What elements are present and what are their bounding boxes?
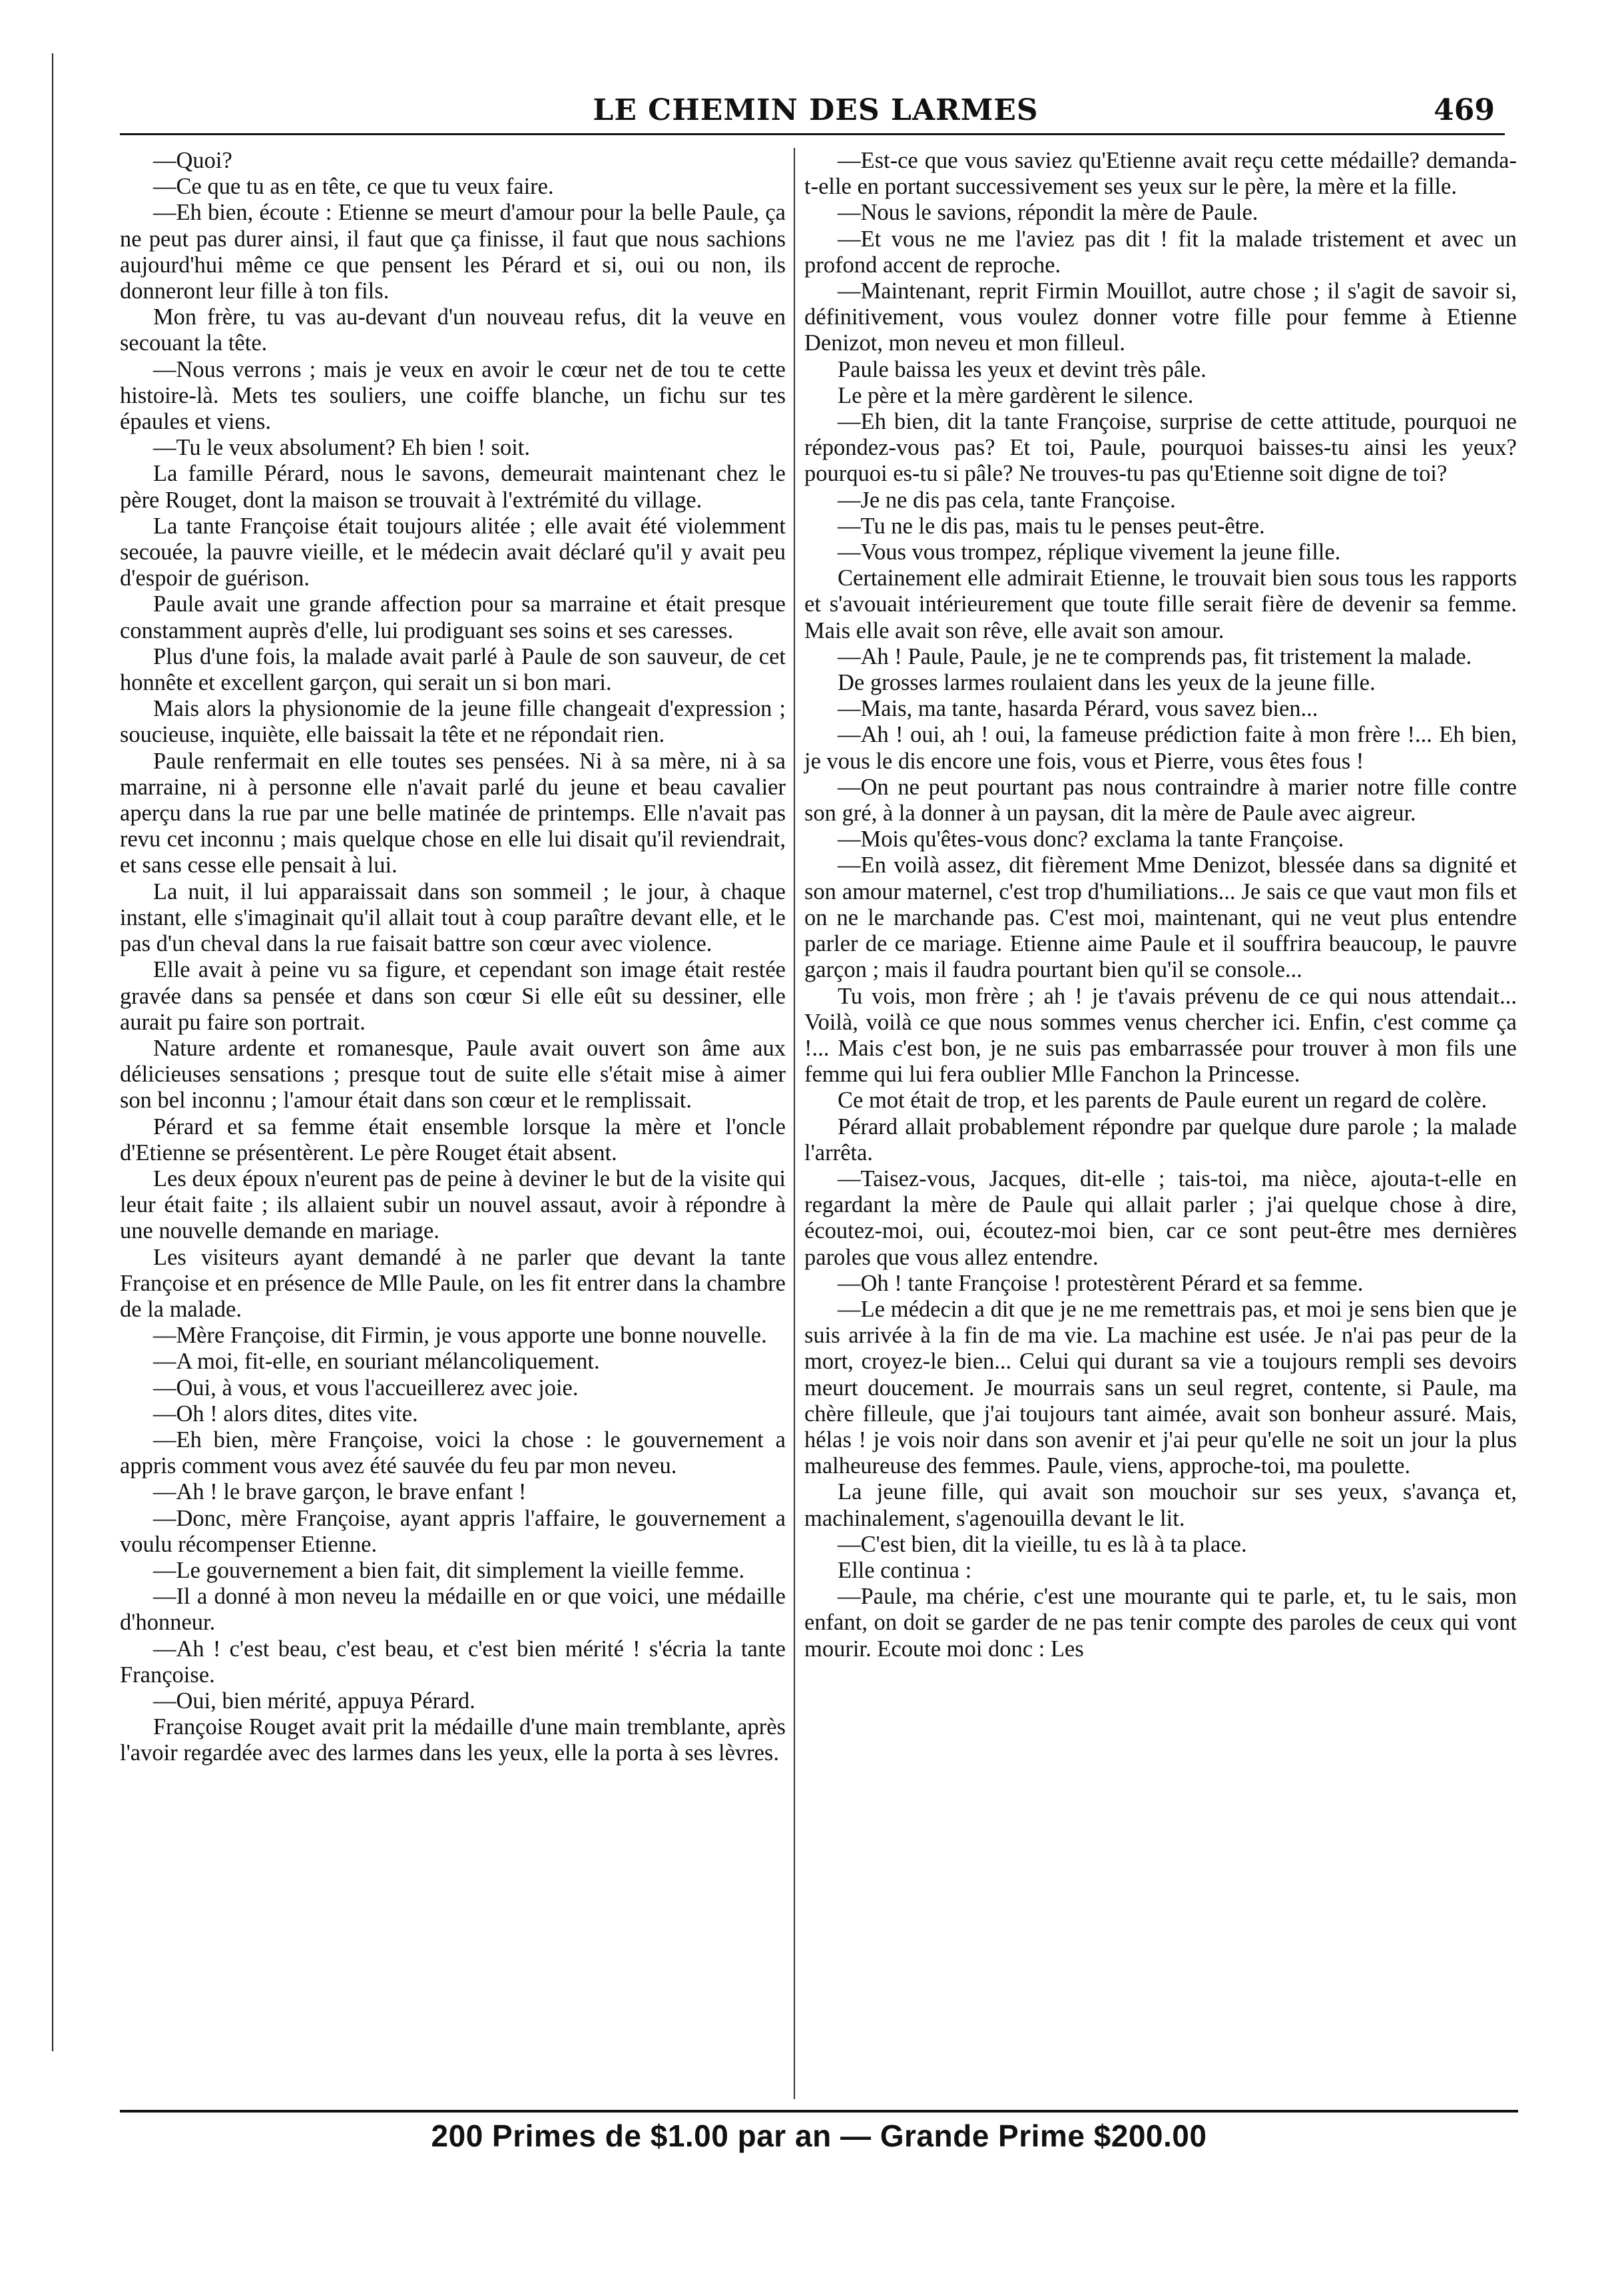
paragraph: —Ah ! c'est beau, c'est beau, et c'est bien mérité ! s'écria la tante Françoise. xyxy=(120,1636,786,1688)
paragraph: —Maintenant, reprit Firmin Mouillot, autre chose ; il s'agit de savoir si, définitivement, vous voulez donner votre fille pour femme à Etienne Denizot, mon neveu et mon filleul. xyxy=(804,278,1517,356)
paragraph: —Oh ! tante Françoise ! protestèrent Pérard et sa femme. xyxy=(838,1270,1364,1296)
paragraph: Les visiteurs ayant demandé à ne parler que devant la tante Françoise et en présence de Mlle Paule, on les fit entrer dans la chambre de la malade. xyxy=(120,1244,786,1322)
paragraph: —Paule, ma chérie, c'est une mourante qui te parle, et, tu le sais, mon enfant, on doit se garder de ne pas tenir compte des paroles de ceux qui vont mourir. Ecoute moi donc : Les xyxy=(804,1584,1517,1662)
paragraph: —Oh ! alors dites, dites vite. xyxy=(153,1401,418,1427)
paragraph: —Est-ce que vous saviez qu'Etienne avait reçu cette médaille? demanda-t-elle en portant successivement ses yeux sur le père, la mère et la fille. xyxy=(804,148,1517,200)
paragraph: Tu vois, mon frère ; ah ! je t'avais prévenu de ce qui nous attendait... Voilà, voilà ce que nous sommes venus chercher ici. Enfin, c'est comme ça !... Mais c'est bon, je ne suis pas embarrassée pour trouver à mon fils une femme qui lui fera oublier Mlle Fanchon la Princesse. xyxy=(804,983,1517,1088)
paragraph: Françoise Rouget avait prit la médaille d'une main tremblante, après l'avoir regardée avec des larmes dans les yeux, elle la porta à ses lèvres. xyxy=(120,1714,786,1766)
left-column xyxy=(120,148,786,1767)
paragraph: De grosses larmes roulaient dans les yeux de la jeune fille. xyxy=(838,670,1376,696)
paragraph: —Eh bien, mère Françoise, voici la chose : le gouvernement a appris comment vous avez été sauvée du feu par mon neveu. xyxy=(120,1427,786,1479)
paragraph: —Nous verrons ; mais je veux en avoir le cœur net de tou te cette histoire-là. Mets tes souliers, une coiffe blanche, un fichu sur tes épaules et viens. xyxy=(120,356,786,435)
paragraph: Pérard et sa femme était ensemble lorsque la mère et l'oncle d'Etienne se présentèrent. Le père Rouget était absent. xyxy=(120,1114,786,1165)
paragraph: —Ah ! oui, ah ! oui, la fameuse prédiction faite à mon frère !... Eh bien, je vous le dis encore une fois, vous et Pierre, vous êtes fous ! xyxy=(804,722,1517,774)
paragraph: La nuit, il lui apparaissait dans son sommeil ; le jour, à chaque instant, elle s'imaginait qu'il allait tout à coup paraître devant elle, et le pas d'un cheval dans la rue faisait battre son cœur avec violence. xyxy=(120,878,786,957)
right-column xyxy=(804,148,1517,1662)
column-separator xyxy=(794,148,795,2099)
footer-banner: 200 Primes de $1.00 par an — Grande Prime $200.00 xyxy=(431,2119,1207,2153)
paragraph: —Ah ! Paule, Paule, je ne te comprends pas, fit tristement la malade. xyxy=(838,643,1472,669)
paragraph: —Vous vous trompez, réplique vivement la jeune fille. xyxy=(838,539,1341,565)
paragraph: Paule avait une grande affection pour sa marraine et était presque constamment auprès d'elle, lui prodiguant ses soins et ses caresses. xyxy=(120,591,786,643)
paragraph: La jeune fille, qui avait son mouchoir sur ses yeux, s'avança et, machinalement, s'agenouilla devant le lit. xyxy=(804,1479,1517,1531)
running-title: LE CHEMIN DES LARMES xyxy=(593,93,1039,127)
paragraph: —Oui, bien mérité, appuya Pérard. xyxy=(153,1688,475,1714)
page-binding-edge xyxy=(52,53,53,2051)
paragraph: Elle avait à peine vu sa figure, et cependant son image était restée gravée dans sa pensée et dans son cœur Si elle eût su dessiner, elle aurait pu faire son portrait. xyxy=(120,957,786,1035)
paragraph: —Donc, mère Françoise, ayant appris l'affaire, le gouvernement a voulu récompenser Etienne. xyxy=(120,1505,786,1557)
footer-rule xyxy=(120,2110,1518,2113)
paragraph: —Quoi? xyxy=(153,148,232,173)
paragraph: —On ne peut pourtant pas nous contraindre à marier notre fille contre son gré, à la donner à un paysan, dit la mère de Paule avec aigreur. xyxy=(804,774,1517,826)
paragraph: —Et vous ne me l'aviez pas dit ! fit la malade tristement et avec un profond accent de reproche. xyxy=(804,226,1517,278)
paragraph: Les deux époux n'eurent pas de peine à deviner le but de la visite qui leur était faite ; ils allaient subir un nouvel assaut, avoir à répondre à une nouvelle demande en mariage. xyxy=(120,1165,786,1244)
paragraph: —Tu le veux absolument? Eh bien ! soit. xyxy=(153,435,530,461)
paragraph: Plus d'une fois, la malade avait parlé à Paule de son sauveur, de cet honnête et excellent garçon, qui serait un si bon mari. xyxy=(120,643,786,696)
header-rule xyxy=(120,133,1505,135)
paragraph: —Ah ! le brave garçon, le brave enfant ! xyxy=(153,1479,527,1505)
paragraph: La famille Pérard, nous le savons, demeurait maintenant chez le père Rouget, dont la maison se trouvait à l'extrémité du village. xyxy=(120,461,786,513)
paragraph: —Oui, à vous, et vous l'accueillerez avec joie. xyxy=(153,1375,579,1401)
paragraph: —Ce que tu as en tête, ce que tu veux faire. xyxy=(153,174,554,200)
paragraph: Nature ardente et romanesque, Paule avait ouvert son âme aux délicieuses sensations ; presque tout de suite elle s'était mise à aimer son bel inconnu ; l'amour était dans son cœur et le remplissait. xyxy=(120,1035,786,1114)
paragraph: —C'est bien, dit la vieille, tu es là à ta place. xyxy=(838,1531,1247,1557)
paragraph: Elle continua : xyxy=(838,1557,972,1583)
paragraph: —Mais, ma tante, hasarda Pérard, vous savez bien... xyxy=(838,696,1318,722)
paragraph: Pérard allait probablement répondre par quelque dure parole ; la malade l'arrêta. xyxy=(804,1114,1517,1165)
page-number: 469 xyxy=(1434,93,1495,127)
paragraph: —En voilà assez, dit fièrement Mme Denizot, blessée dans sa dignité et son amour maternel, c'est trop d'humiliations... Je sais ce que vaut mon fils et on ne le marchande pas. C'est moi, maintenant, qui ne veut plus entendre parler de ce mariage. Etienne aime Paule et il souffrira beaucoup, le pauvre garçon ; mais il faudra pourtant bien qu'il se console... xyxy=(804,852,1517,983)
paragraph: —Mois qu'êtes-vous donc? exclama la tante Françoise. xyxy=(838,826,1344,852)
paragraph: Mais alors la physionomie de la jeune fille changeait d'expression ; soucieuse, inquiète, elle baissait la tête et ne répondait rien. xyxy=(120,696,786,748)
paragraph: Le père et la mère gardèrent le silence. xyxy=(838,382,1194,408)
paragraph: La tante Françoise était toujours alitée ; elle avait été violemment secouée, la pauvre vieille, et le médecin avait déclaré qu'il y avait peu d'espoir de guérison. xyxy=(120,513,786,591)
paragraph: —Tu ne le dis pas, mais tu le penses peut-être. xyxy=(838,513,1265,539)
paragraph: —Taisez-vous, Jacques, dit-elle ; tais-toi, ma nièce, ajouta-t-elle en regardant la mère de Paule qui allait parler ; j'ai quelque chose à dire, écoutez-moi, oui, écoutez-moi bien, car ce sont peut-être mes dernières paroles que vous allez entendre. xyxy=(804,1165,1517,1270)
paragraph: —A moi, fit-elle, en souriant mélancoliquement. xyxy=(153,1349,600,1375)
paragraph: Paule renfermait en elle toutes ses pensées. Ni à sa mère, ni à sa marraine, ni à personne elle n'avait parlé du jeune et beau cavalier aperçu dans la rue par une belle matinée de printemps. Elle n'avait pas revu cet inconnu ; mais quelque chose en elle lui disait qu'il reviendrait, et sans cesse elle pensait à lui. xyxy=(120,748,786,878)
paragraph: —Il a donné à mon neveu la médaille en or que voici, une médaille d'honneur. xyxy=(120,1584,786,1636)
paragraph: —Eh bien, dit la tante Françoise, surprise de cette attitude, pourquoi ne répondez-vous pas? Et toi, Paule, pourquoi baisses-tu ainsi les yeux? pourquoi es-tu si pâle? Ne trouves-tu pas qu'Etienne soit digne de toi? xyxy=(804,409,1517,487)
paragraph: Certainement elle admirait Etienne, le trouvait bien sous tous les rapports et s'avouait intérieurement que toute fille serait fière de devenir sa femme. Mais elle avait son rêve, elle avait son amour. xyxy=(804,565,1517,643)
paragraph: —Eh bien, écoute : Etienne se meurt d'amour pour la belle Paule, ça ne peut pas durer ainsi, il faut que ça finisse, il faut que nous sachions aujourd'hui même ce que pensent les Pérard et si, oui ou non, ils donneront leur fille à ton fils. xyxy=(120,200,786,304)
paragraph: —Le gouvernement a bien fait, dit simplement la vieille femme. xyxy=(153,1557,745,1583)
paragraph: —Nous le savions, répondit la mère de Paule. xyxy=(838,200,1258,226)
paragraph: —Le médecin a dit que je ne me remettrais pas, et moi je sens bien que je suis arrivée à la fin de ma vie. La machine est usée. Je n'ai pas peur de la mort, croyez-le bien... Celui qui durant sa vie a toujours rempli ses devoirs meurt doucement. Je mourrais sans un seul regret, contente, si Paule, ma chère filleule, que j'ai toujours tant aimée, avait son bonheur assuré. Mais, hélas ! je vois noir dans son avenir et j'ai peur qu'elle ne soit un jour la plus malheureuse des femmes. Paule, viens, approche-toi, ma poulette. xyxy=(804,1296,1517,1479)
paragraph: —Je ne dis pas cela, tante Françoise. xyxy=(838,487,1176,513)
paragraph: Paule baissa les yeux et devint très pâle. xyxy=(838,356,1207,382)
paragraph: Ce mot était de trop, et les parents de Paule eurent un regard de colère. xyxy=(838,1088,1488,1114)
paragraph: —Mère Françoise, dit Firmin, je vous apporte une bonne nouvelle. xyxy=(153,1323,767,1349)
paragraph: Mon frère, tu vas au-devant d'un nouveau refus, dit la veuve en secouant la tête. xyxy=(120,304,786,356)
